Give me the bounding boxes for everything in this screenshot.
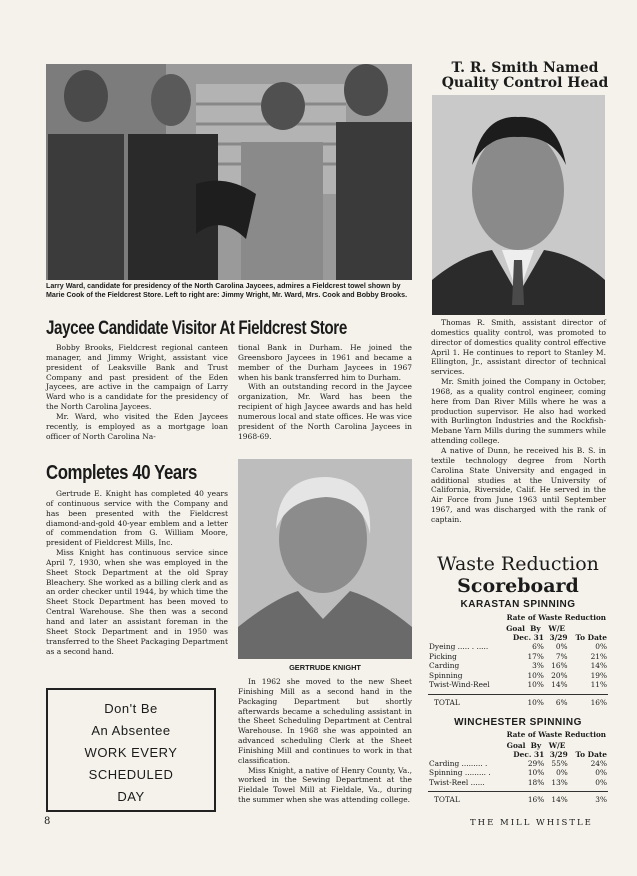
paragraph: In 1962 she moved to the new Sheet Finishing Mill as a second hand in the Packaging Department but shortly afterwards became a scheduling assistant in the Sheet Scheduling Department at Central Warehouse. In 1968 she was appointed an advanced scheduling Clerk at the Sheet Finishing Mill and continues to work in that classification. (238, 677, 412, 765)
paragraph: Miss Knight, a native of Henry County, Va., worked in the Sewing Department at the Fieldale Towel Mill at Fieldale, Va., during the summer when she was attending college. (238, 765, 412, 805)
scoreboard-title-line1: Waste Reduction (437, 553, 599, 575)
jaycee-group-photo (46, 64, 412, 280)
winchester-rate-header: Rate of Waste Reduction (506, 729, 606, 739)
table-row: Picking 17% 7% 21% (429, 651, 607, 661)
sub-we: 3/29 (549, 749, 568, 759)
paragraph: Bobby Brooks, Fieldcrest regional canteen manager, and Jimmy Wright, assistant vice president of Leaksville Bank and Trust Company and past president of the Eden Jaycees, are active in the campaign of Larry Ward who is a candidate for the presidency of the North Carolina Jaycees. (46, 343, 228, 412)
knight-headline: Completes 40 Years (46, 462, 197, 484)
sub-ytd: To Date (575, 749, 607, 759)
knight-portrait (238, 459, 412, 659)
table-row: Twist-Reel ...... 18% 13% 0% (429, 777, 607, 787)
winchester-table (428, 741, 608, 805)
total-row: TOTAL 10% 6% 16% (434, 697, 607, 707)
paragraph: Gertrude E. Knight has completed 40 years of continuous service with the Company and has been presented with the Fieldcrest diamond-and-gold 40-year emblem and a letter of commendation from G. William Moore, president of Fieldcrest Mills, Inc. (46, 489, 228, 548)
knight-article-right (238, 677, 412, 805)
absentee-notice-box (46, 688, 216, 812)
karastan-heading: KARASTAN SPINNING (460, 599, 576, 610)
publication-name: THE MILL WHISTLE (470, 818, 593, 828)
table-row: Carding ......... . 29% 55% 24% (429, 758, 607, 768)
table-row: Spinning ......... . 10% 0% 0% (429, 768, 607, 778)
knight-article-left (46, 489, 228, 656)
jaycee-article-col2 (238, 343, 412, 441)
absentee-line3: WORK EVERY (84, 745, 178, 760)
scoreboard-title-line2: Scoreboard (457, 575, 579, 597)
col-goal: Goal By (506, 740, 542, 750)
table-row: Spinning 10% 20% 19% (429, 670, 607, 680)
paragraph: A native of Dunn, he received his B. S. in textile technology degree from North Carolina State University and engaged in additional studies at the University of California, Riverside, Calif. He served in the Air Force from June 1963 until September 1967, and was discharged with the rank of captain. (431, 445, 606, 524)
table-row: Twist-Wind-Reel 10% 14% 11% (429, 680, 607, 690)
col-we: W/E (548, 624, 566, 633)
sub-goal: Dec. 31 (513, 749, 545, 759)
scoreboard (428, 553, 608, 805)
knight-photo-caption: GERTRUDE KNIGHT (289, 663, 361, 672)
jaycee-photo-caption: Larry Ward, candidate for presidency of the North Carolina Jaycees, admires a Fieldcrest towel shown by Marie Cook of the Fieldcrest Store. Left to right are: Jimmy Wright, Mr. Ward, Mrs. Cook and Bobby Brooks. (46, 282, 408, 300)
karastan-table (428, 624, 608, 708)
absentee-line4: SCHEDULED (88, 767, 174, 782)
winchester-heading: WINCHESTER SPINNING (454, 716, 582, 728)
col-we: W/E (548, 740, 566, 750)
paragraph: Mr. Smith joined the Company in October, 1968, as a quality control engineer, coming here from Dan River Mills where he was a production supervisor. He also had worked with Burlington Industries and the Rockfish-Mebane Yarn Mills during the summers while attending college. (431, 377, 606, 446)
smith-headline-line1: T. R. Smith Named (451, 60, 599, 76)
smith-portrait (432, 95, 605, 315)
karastan-rate-header: Rate of Waste Reduction (506, 613, 606, 622)
table-row: Dyeing ..... . ..... 6% 0% 0% (429, 642, 607, 651)
sub-we: 3/29 (549, 633, 568, 642)
paragraph: Mr. Ward, who visited the Eden Jaycees recently, is employed as a mortgage loan officer of North Carolina Na- (46, 411, 228, 441)
absentee-line2: An Absentee (91, 723, 171, 738)
sub-goal: Dec. 31 (512, 633, 544, 642)
smith-headline (425, 61, 625, 91)
jaycee-headline: Jaycee Candidate Visitor At Fieldcrest Store (46, 318, 347, 339)
paragraph: Miss Knight has continuous service since April 7, 1930, when she was employed in the Sheet Stock Department at the old Spray Bleachery. She worked as a billing clerk and as an order checker until 1944, by which time the Sheet Stock Department has been moved to Central Warehouse. She then was a second hand and later an assistant foreman in the Sheet Stock Department and in 1950 was transferred to the Sheet Packaging Department as a second hand. (46, 548, 228, 656)
page-number: 8 (44, 816, 51, 827)
jaycee-article-col1 (46, 343, 228, 441)
paragraph: Thomas R. Smith, assistant director of domestics quality control, was promoted to director of domestics quality control effective April 1. He continues to report to Stanley M. Ellington, Jr., assistant director of technical services. (431, 318, 606, 377)
smith-headline-line2: Quality Control Head (441, 75, 609, 91)
paragraph: tional Bank in Durham. He joined the Greensboro Jaycees in 1961 and became a member of the Durham Jaycees in 1967 when his bank transferred him to Durham. (238, 343, 412, 382)
absentee-line5: DAY (117, 789, 145, 804)
paragraph: With an outstanding record in the Jaycee organization, Mr. Ward has been the recipient of high Jaycee awards and has held numerous local and state offices. He was vice president of the North Carolina Jaycees in 1968-69. (238, 382, 412, 441)
table-row: Carding 3% 16% 14% (429, 661, 607, 671)
sub-ytd: To Date (575, 633, 607, 642)
col-goal: Goal By (506, 624, 541, 633)
total-row: TOTAL 16% 14% 3% (434, 795, 607, 805)
smith-article (431, 318, 606, 525)
absentee-line1: Don't Be (104, 701, 158, 716)
